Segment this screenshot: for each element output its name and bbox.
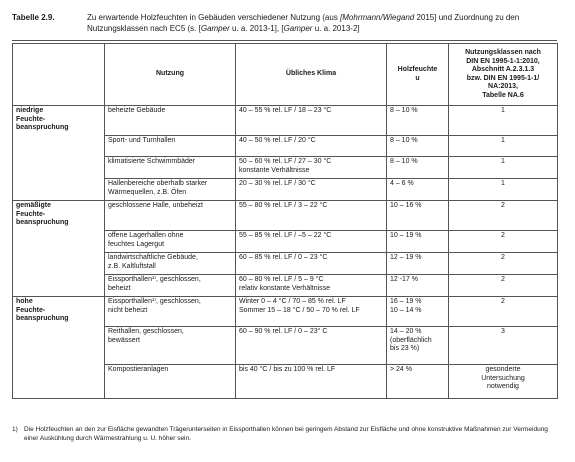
cell-nutzung: Kompostieranlagen [105,365,236,399]
cell-nutzungsklasse: gesonderte Untersuchung notwendig [449,365,558,399]
table-row [13,106,558,136]
cell-nutzung: Reithallen, geschlossen, bewässert [105,327,236,365]
header-nutzung: Nutzung [105,44,236,106]
cell-holzfeuchte: 14 – 20 % (oberflächlich bis 23 %) [387,327,449,365]
cell-nutzungsklasse: 2 [449,275,558,297]
cell-nutzungsklasse: 1 [449,106,558,136]
cell-holzfeuchte: > 24 % [387,365,449,399]
footnote-marker: 1) [12,426,18,433]
cell-nutzung: Hallenbereiche oberhalb starker Wärmequellen, z.B. Öfen [105,179,236,201]
cell-klima: 40 – 50 % rel. LF / 20 °C [236,136,387,157]
cell-klima: 20 – 30 % rel. LF / 30 °C [236,179,387,201]
cell-nutzung: Sport- und Turnhallen [105,136,236,157]
cell-nutzung: beheizte Gebäude [105,106,236,136]
group-label: niedrige Feuchte- beanspruchung [13,106,105,201]
cell-holzfeuchte: 16 – 19 % 10 – 14 % [387,297,449,327]
cell-klima: 60 – 85 % rel. LF / 0 – 23 °C [236,253,387,275]
cell-klima: 60 – 90 % rel. LF / 0 – 23° C [236,327,387,365]
cell-nutzungsklasse: 1 [449,136,558,157]
header-nutzungsklassen: Nutzungsklassen nach DIN EN 1995-1-1:2010, Abschnitt A.2.3.1.3 bzw. DIN EN 1995-1-1/ NA:2013, Tabelle NA.6 [449,44,558,106]
cell-klima: 55 – 80 % rel. LF / 3 – 22 °C [236,201,387,231]
cell-nutzungsklasse: 2 [449,297,558,327]
table-row [13,201,558,231]
cell-nutzungsklasse: 1 [449,179,558,201]
cell-holzfeuchte: 12 -17 % [387,275,449,297]
cell-klima: 60 – 80 % rel. LF / 5 – 9 °C relativ konstante Verhältnisse [236,275,387,297]
header-group [13,44,105,106]
cell-nutzungsklasse: 2 [449,201,558,231]
cell-klima: 40 – 55 % rel. LF / 18 – 23 °C [236,106,387,136]
moisture-table [12,43,558,399]
cell-holzfeuchte: 10 – 19 % [387,231,449,253]
citation: Gamper [283,24,313,33]
cell-holzfeuchte: 12 – 19 % [387,253,449,275]
cell-klima: Winter 0 – 4 °C / 70 – 85 % rel. LF Sommer 15 – 18 °C / 50 – 70 % rel. LF [236,297,387,327]
cell-nutzungsklasse: 2 [449,231,558,253]
cell-nutzung: Eissporthallen¹⁾, geschlossen, beheizt [105,275,236,297]
cell-klima: 55 – 85 % rel. LF / –5 – 22 °C [236,231,387,253]
cell-nutzung: Eissporthallen¹⁾, geschlossen, nicht beheizt [105,297,236,327]
group-label: hohe Feuchte- beanspruchung [13,297,105,399]
cell-nutzung: landwirtschaftliche Gebäude, z.B. Kaltluftstall [105,253,236,275]
header-holzfeuchte: Holzfeuchte u [387,44,449,106]
table-number: Tabelle 2.9. [12,13,55,22]
cell-nutzungsklasse: 2 [449,253,558,275]
cell-klima: bis 40 °C / bis zu 100 % rel. LF [236,365,387,399]
cell-nutzungsklasse: 3 [449,327,558,365]
cell-holzfeuchte: 8 – 10 % [387,136,449,157]
cell-klima: 50 – 60 % rel. LF / 27 – 30 °C konstante Verhältnisse [236,157,387,179]
footnote-text: Die Holzfeuchten an den zur Eisfläche gewandten Trägerunterseiten in Eissporthallen können bei geringem Abstand zur Eisfläche und ohne konstruktive Maßnahmen zur Vermeidung einer Auskühlung durch Wärmestrahlung u. U. höher sein. [24,426,548,442]
cell-holzfeuchte: 8 – 10 % [387,157,449,179]
caption-text: Zu erwartende Holzfeuchten in Gebäuden verschiedener Nutzung (aus [Mohrmann/Wiegand 2015] und Zuordnung zu den Nutzungsklassen nach EC5 (s. [Gamper u. a. 2013-1], [Gamper u. a. 2013-2] [87,13,520,33]
header-klima: Übliches Klima [236,44,387,106]
cell-holzfeuchte: 8 – 10 % [387,106,449,136]
citation: Gamper [200,24,230,33]
citation: [Mohrmann/Wiegand [340,13,415,22]
cell-nutzung: klimatisierte Schwimmbäder [105,157,236,179]
cell-holzfeuchte: 10 – 16 % [387,201,449,231]
cell-nutzung: geschlossene Halle, unbeheizt [105,201,236,231]
table-row [13,297,558,327]
table-header-row [13,44,558,106]
cell-nutzung: offene Lagerhallen ohne feuchtes Lagergut [105,231,236,253]
group-label: gemäßigte Feuchte- beanspruchung [13,201,105,297]
cell-holzfeuchte: 4 – 6 % [387,179,449,201]
top-rule [12,40,557,41]
cell-nutzungsklasse: 1 [449,157,558,179]
